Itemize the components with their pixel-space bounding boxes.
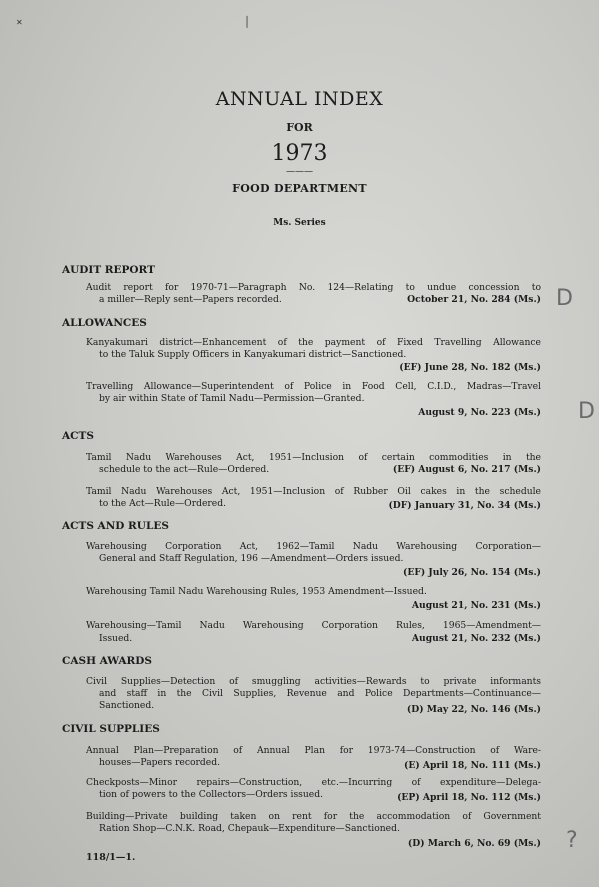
margin-mark: ? (566, 828, 578, 853)
entry-reference: (D) March 6, No. 69 (Ms.) (407, 838, 541, 849)
entry-line: Tamil Nadu Warehouses Act, 1951—Inclusion of certain commodities in the (86, 452, 541, 463)
entry-reference: (EP) April 18, No. 112 (Ms.) (397, 792, 541, 803)
entry-reference: (DF) January 31, No. 34 (Ms.) (388, 500, 541, 511)
entry-reference: August 21, No. 231 (Ms.) (411, 600, 541, 611)
entry-line: Tamil Nadu Warehouses Act, 1951—Inclusion of Rubber Oil cakes in the schedule (86, 486, 541, 497)
entry-line: Issued. (99, 633, 133, 644)
entry-reference: (EF) July 26, No. 154 (Ms.) (402, 567, 541, 578)
entry-reference: (D) May 22, No. 146 (Ms.) (406, 704, 541, 715)
section-heading: ACTS AND RULES (62, 520, 169, 532)
entry-line: a miller—Reply sent—Papers recorded. (99, 294, 282, 305)
section-heading: AUDIT REPORT (62, 264, 155, 276)
entry-reference: August 21, No. 232 (Ms.) (411, 633, 541, 644)
year-label: 1973 (271, 141, 328, 166)
entry-line: Kanyakumari district—Enhancement of the payment of Fixed Travelling Allowance (86, 337, 541, 348)
section-heading: CIVIL SUPPLIES (62, 723, 160, 735)
title-dash: ——— (286, 167, 313, 177)
document-title: ANNUAL INDEX (215, 88, 384, 110)
series-label: Ms. Series (273, 218, 326, 228)
entry-reference: (EF) August 6, No. 217 (Ms.) (392, 464, 541, 475)
entry-line: tion of powers to the Collectors—Orders issued. (99, 789, 324, 800)
section-heading: ALLOWANCES (62, 317, 147, 329)
entry-reference: (E) April 18, No. 111 (Ms.) (403, 760, 541, 771)
entry-line: Audit report for 1970-71—Paragraph No. 124—Relating to undue concession to (86, 282, 541, 293)
entry-line: and staff in the Civil Supplies, Revenue and Police Departments—Continuance— (99, 688, 541, 699)
entry-line: Annual Plan—Preparation of Annual Plan for 1973-74—Construction of Ware- (86, 745, 541, 756)
entry-line: Warehousing Tamil Nadu Warehousing Rules, 1953 Amendment—Issued. (86, 586, 427, 597)
margin-mark: D (578, 399, 595, 424)
entry-line: houses—Papers recorded. (99, 757, 221, 768)
margin-mark: D (556, 286, 573, 311)
for-label: FOR (286, 121, 313, 134)
entry-line: Warehousing Corporation Act, 1962—Tamil Nadu Warehousing Corporation— (86, 541, 541, 552)
entry-line: General and Staff Regulation, 196 —Amendment—Orders issued. (99, 553, 404, 564)
entry-reference: August 9, No. 223 (Ms.) (418, 407, 541, 418)
entry-line: Building—Private building taken on rent for the accommodation of Government (86, 811, 541, 822)
entry-reference: October 21, No. 284 (Ms.) (407, 294, 541, 305)
pin-mark: ❘ (242, 14, 253, 28)
entry-line: to the Taluk Supply Officers in Kanyakumari district—Sanctioned. (99, 349, 407, 360)
corner-mark: ✕ (16, 18, 23, 27)
entry-reference: (EF) June 28, No. 182 (Ms.) (399, 362, 541, 373)
entry-line: to the Act—Rule—Ordered. (99, 498, 227, 509)
entry-line: Travelling Allowance—Superintendent of Police in Food Cell, C.I.D., Madras—Travel (86, 381, 541, 392)
entry-line: Checkposts—Minor repairs—Construction, etc.—Incurring of expenditure—Delega- (86, 777, 541, 788)
section-heading: CASH AWARDS (62, 655, 152, 667)
section-heading: ACTS (62, 430, 94, 442)
entry-line: schedule to the act—Rule—Ordered. (99, 464, 270, 475)
entry-line: Sanctioned. (99, 700, 155, 711)
department-label: FOOD DEPARTMENT (232, 182, 367, 195)
entry-line: Ration Shop—C.N.K. Road, Chepauk—Expenditure—Sanctioned. (99, 823, 400, 834)
entry-line: by air within State of Tamil Nadu—Permission—Granted. (99, 393, 365, 404)
footer-code: 118/1—1. (86, 852, 136, 863)
entry-line: Warehousing—Tamil Nadu Warehousing Corporation Rules, 1965—Amendment— (86, 620, 541, 631)
entry-line: Civil Supplies—Detection of smuggling activities—Rewards to private informants (86, 676, 541, 687)
